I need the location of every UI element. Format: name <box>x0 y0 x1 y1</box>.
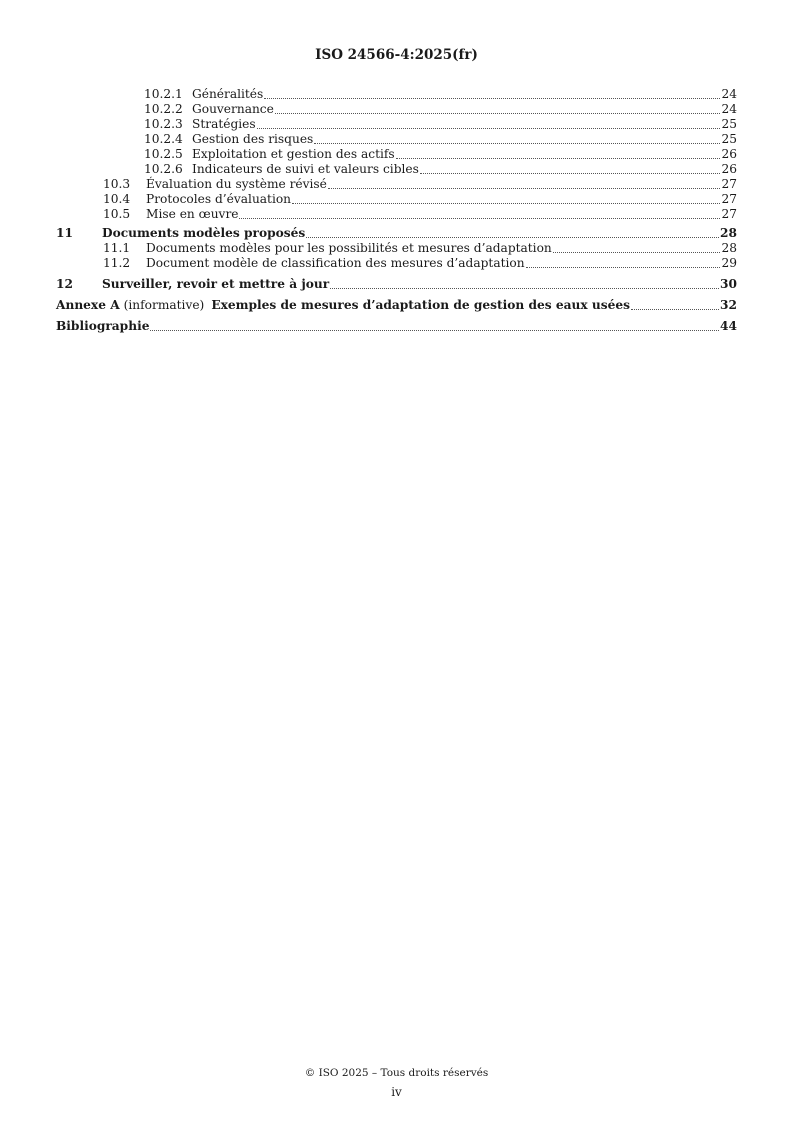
toc-leader <box>330 288 719 289</box>
toc-title: Indicateurs de suivi et valeurs cibles <box>192 162 419 176</box>
toc-leader <box>239 218 720 219</box>
toc-annex-qualifier: (informative) <box>123 298 205 312</box>
toc-entry-11-1[interactable] <box>56 241 737 256</box>
toc-number: 10.5 <box>103 207 131 221</box>
toc-number: 10.2.4 <box>144 132 183 146</box>
toc-number: 10.2.6 <box>144 162 183 176</box>
toc-leader <box>257 128 721 129</box>
toc-title: Stratégies <box>192 117 256 131</box>
toc-leader <box>553 252 721 253</box>
toc-number: 12 <box>56 277 73 291</box>
toc-page: 30 <box>720 277 737 291</box>
toc-annex-label: Annexe A <box>56 298 120 312</box>
toc-entry-10-2-1[interactable] <box>56 87 737 102</box>
toc-page: 28 <box>721 241 737 255</box>
toc-leader <box>420 173 721 174</box>
toc-title: Mise en œuvre <box>146 207 239 221</box>
toc-page: 27 <box>721 192 737 206</box>
toc-entry-10-2-2[interactable] <box>56 102 737 117</box>
toc-page: 26 <box>721 162 737 176</box>
toc-page: 24 <box>721 102 737 116</box>
toc-number: 11 <box>56 226 73 240</box>
toc-entry-10-2-6[interactable] <box>56 162 737 177</box>
toc-title: Documents modèles pour les possibilités et mesures d’adaptation <box>146 241 552 255</box>
toc-leader <box>328 188 721 189</box>
toc-number: 11.2 <box>103 256 131 270</box>
toc-number: 10.2.1 <box>144 87 183 101</box>
toc-entry-10-3[interactable] <box>56 177 737 192</box>
document-header: ISO 24566-4:2025(fr) <box>315 47 478 63</box>
toc-page: 28 <box>720 226 737 240</box>
toc-page: 27 <box>721 177 737 191</box>
toc-page: 25 <box>721 132 737 146</box>
page-number: iv <box>391 1085 402 1099</box>
toc-title: Gestion des risques <box>192 132 314 146</box>
toc-entry-12[interactable] <box>56 277 737 292</box>
toc-entry-10-4[interactable] <box>56 192 737 207</box>
toc-leader <box>314 143 720 144</box>
toc-page: 25 <box>721 117 737 131</box>
toc-entry-11[interactable] <box>56 226 737 241</box>
toc-leader <box>264 98 720 99</box>
toc-page: 29 <box>721 256 737 270</box>
toc-leader <box>396 158 721 159</box>
toc-number: 10.2.2 <box>144 102 183 116</box>
toc-page: 44 <box>720 319 737 333</box>
toc-title: Exemples de mesures d’adaptation de gestion des eaux usées <box>211 298 630 312</box>
toc-title: Documents modèles proposés <box>102 226 306 240</box>
toc-number: 10.3 <box>103 177 131 191</box>
toc-leader <box>631 309 719 310</box>
toc-title: Protocoles d’évaluation <box>146 192 292 206</box>
toc-title: Bibliographie <box>56 319 150 333</box>
toc-leader <box>292 203 720 204</box>
toc-number: 10.4 <box>103 192 131 206</box>
toc-title: Évaluation du système révisé <box>146 177 327 191</box>
toc-entry-10-2-4[interactable] <box>56 132 737 147</box>
toc-title: Surveiller, revoir et mettre à jour <box>102 277 330 291</box>
toc-leader <box>306 237 719 238</box>
toc-page: 27 <box>721 207 737 221</box>
toc-title: Exploitation et gestion des actifs <box>192 147 395 161</box>
toc-entry-10-2-5[interactable] <box>56 147 737 162</box>
toc-page: 26 <box>721 147 737 161</box>
toc-entry-annexe-a[interactable] <box>56 298 737 313</box>
toc-leader <box>150 330 719 331</box>
toc-page: 24 <box>721 87 737 101</box>
toc-leader <box>275 113 721 114</box>
toc-entry-11-2[interactable] <box>56 256 737 271</box>
toc-title: Document modèle de classification des mesures d’adaptation <box>146 256 525 270</box>
copyright-footer: © ISO 2025 – Tous droits réservés <box>304 1067 489 1079</box>
toc-number: 10.2.5 <box>144 147 183 161</box>
table-of-contents <box>56 87 737 334</box>
toc-number: 11.1 <box>103 241 131 255</box>
toc-leader <box>526 267 721 268</box>
toc-entry-bibliographie[interactable] <box>56 319 737 334</box>
toc-number: 10.2.3 <box>144 117 183 131</box>
toc-page: 32 <box>720 298 737 312</box>
toc-title: Gouvernance <box>192 102 274 116</box>
toc-entry-10-2-3[interactable] <box>56 117 737 132</box>
toc-annex-qualifier-wrap <box>124 298 205 313</box>
toc-entry-10-5[interactable] <box>56 207 737 222</box>
toc-title: Généralités <box>192 87 264 101</box>
